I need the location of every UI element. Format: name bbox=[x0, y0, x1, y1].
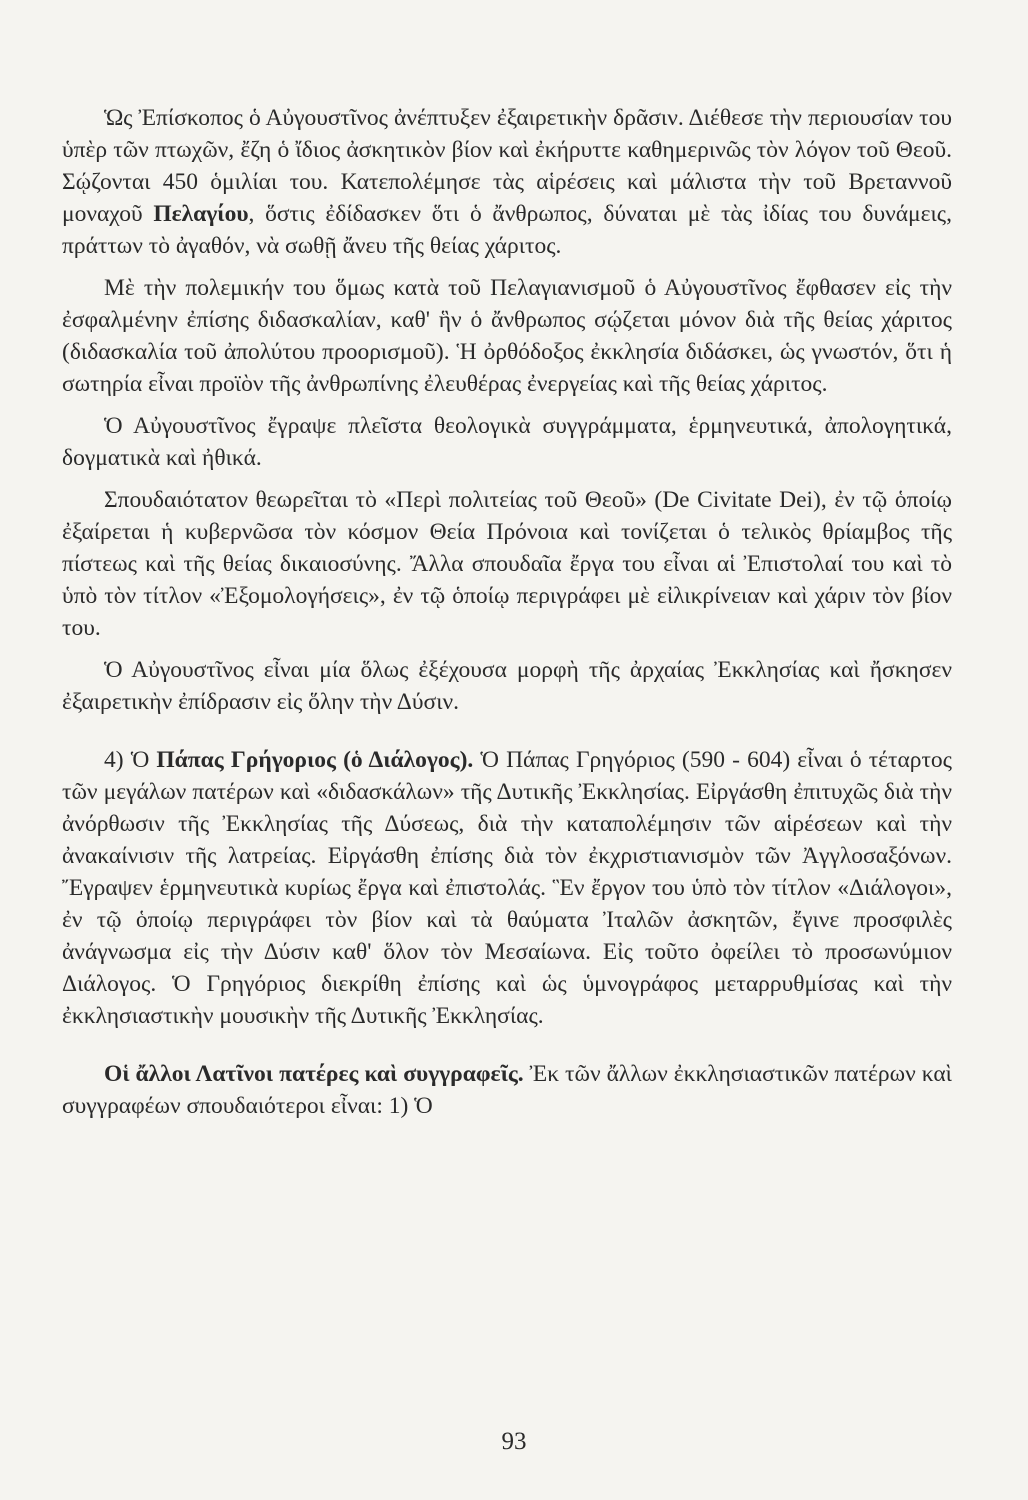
paragraph-1-text: Ὡς Ἐπίσκοπος ὁ Αὐγουστῖνος ἀνέπτυξεν ἐξαιρετικὴν δρᾶσιν. Διέθεσε τὴν περιουσίαν του ὑπὲρ τῶν πτωχῶν, ἔζη ὁ ἴδιος ἀσκητικὸν βίον καὶ ἐκήρυττε καθημερινῶς τὸν λόγον τοῦ Θεοῦ. Σῴζονται 450 ὁμιλίαι του. Κατεπολέμησε τὰς αἱρέσεις καὶ μάλιστα τὴν τοῦ Βρεταννοῦ μοναχοῦ bbox=[62, 105, 952, 227]
paragraph-7-after: Ἐκ τῶν ἄλλων ἐκκλησιαστικῶν πατέρων καὶ συγγραφέων σπουδαιότεροι εἶναι: 1) Ὁ bbox=[62, 1061, 952, 1119]
paragraph-1-after: , ὅστις ἐδίδασκεν ὅτι ὁ ἄνθρωπος, δύναται μὲ τὰς ἰδίας του δυνάμεις, πράττων τὸ ἀγαθόν, νὰ σωθῇ ἄνευ τῆς θείας χάριτος. bbox=[62, 201, 952, 259]
page-number: 93 bbox=[501, 1428, 527, 1455]
paragraph-2-text: Μὲ τὴν πολεμικήν του ὅμως κατὰ τοῦ Πελαγιανισμοῦ ὁ Αὐγουστῖνος ἔφθασεν εἰς τὴν ἐσφαλμένην ἐπίσης διδασκαλίαν, καθ' ἣν ὁ ἄνθρωπος σῴζεται μόνον διὰ τῆς θείας χάριτος (διδασκαλία τοῦ ἀπολύτου προορισμοῦ). Ἡ ὀρθόδοξος ἐκκλησία διδάσκει, ὡς γνωστόν, ὅτι ἡ σωτηρία εἶναι προϊὸν τῆς ἀνθρωπίνης ἐλευθέρας ἐνεργείας καὶ τῆς θείας χάριτος. bbox=[62, 275, 952, 397]
paragraph-6-text: 4) Ὁ bbox=[104, 747, 157, 773]
paragraph-1 bbox=[62, 102, 952, 262]
paragraph-4-text: Σπουδαιότατον θεωρεῖται τὸ «Περὶ πολιτείας τοῦ Θεοῦ» (De Civitate Dei), ἐν τῷ ὁποίῳ ἐξαίρεται ἡ κυβερνῶσα τὸν κόσμον Θεία Πρόνοια καὶ τονίζεται ὁ τελικὸς θρίαμβος τῆς πίστεως καὶ τῆς θείας δικαιοσύνης. Ἄλλα σπουδαῖα ἔργα του εἶναι αἱ Ἐπιστολαί του καὶ τὸ ὑπὸ τὸν τίτλον «Ἐξομολογήσεις», ἐν τῷ ὁποίῳ περιγράφει μὲ εἰλικρίνειαν καὶ χάριν τὸν βίον του. bbox=[62, 487, 952, 641]
paragraph-1-bold: Πελαγίου bbox=[153, 201, 249, 227]
paragraph-4 bbox=[62, 484, 952, 644]
paragraph-3-text: Ὁ Αὐγουστῖνος ἔγραψε πλεῖστα θεολογικὰ συγγράμματα, ἑρμηνευτικά, ἀπολογητικά, δογματικὰ καὶ ἠθικά. bbox=[62, 413, 952, 471]
paragraph-6 bbox=[62, 744, 952, 1032]
paragraph-2 bbox=[62, 272, 952, 400]
paragraph-5 bbox=[62, 654, 952, 718]
body-text bbox=[62, 102, 952, 1122]
paragraph-5-text: Ὁ Αὐγουστῖνος εἶναι μία ὅλως ἐξέχουσα μορφὴ τῆς ἀρχαίας Ἐκκλησίας καὶ ἤσκησεν ἐξαιρετικὴν ἐπίδρασιν εἰς ὅλην τὴν Δύσιν. bbox=[62, 657, 952, 715]
paragraph-7 bbox=[62, 1058, 952, 1122]
paragraph-3 bbox=[62, 410, 952, 474]
paragraph-6-after: Ὁ Πάπας Γρηγόριος (590 - 604) εἶναι ὁ τέταρτος τῶν μεγάλων πατέρων καὶ «διδασκάλων» τῆς Δυτικῆς Ἐκκλησίας. Εἰργάσθη ἐπιτυχῶς διὰ τὴν ἀνόρθωσιν τῆς Ἐκκλησίας τῆς Δύσεως, διὰ τὴν καταπολέμησιν τῶν αἱρέσεων καὶ τὴν ἀνακαίνισιν τῆς λατρείας. Εἰργάσθη ἐπίσης διὰ τὸν ἐκχριστιανισμὸν τῶν Ἀγγλοσαξόνων. Ἔγραψεν ἑρμηνευτικὰ κυρίως ἔργα καὶ ἐπιστολάς. Ἓν ἔργον του ὑπὸ τὸν τίτλον «Διάλογοι», ἐν τῷ ὁποίῳ περιγράφει τὸν βίον καὶ τὰ θαύματα Ἰταλῶν ἀσκητῶν, ἔγινε προσφιλὲς ἀνάγνωσμα εἰς τὴν Δύσιν καθ' ὅλον τὸν Μεσαίωνα. Εἰς τοῦτο ὀφείλει τὸ προσωνύμιον Διάλογος. Ὁ Γρηγόριος διεκρίθη ἐπίσης καὶ ὡς ὑμνογράφος μεταρρυθμίσας καὶ τὴν ἐκκλησιαστικὴν μουσικὴν τῆς Δυτικῆς Ἐκκλησίας. bbox=[62, 747, 952, 1029]
paragraph-6-bold: Πάπας Γρήγοριος (ὁ Διάλογος). bbox=[156, 747, 474, 773]
paragraph-7-bold: Οἱ ἄλλοι Λατῖνοι πατέρες καὶ συγγραφεῖς. bbox=[104, 1061, 524, 1087]
